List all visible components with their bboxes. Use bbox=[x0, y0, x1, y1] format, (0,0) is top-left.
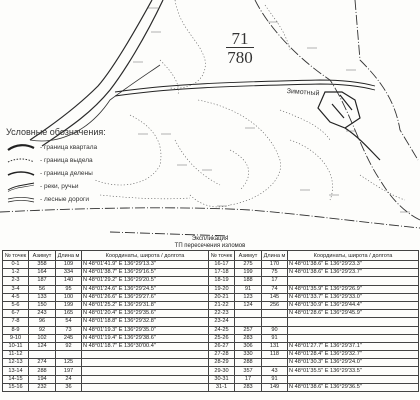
point-cell: 7-8 bbox=[3, 318, 29, 326]
table-body bbox=[3, 261, 419, 392]
length-cell bbox=[56, 351, 82, 359]
coord-cell: N 48°01'41.9" E 136°29'13.3" bbox=[82, 261, 209, 269]
azimuth-cell: 283 bbox=[235, 383, 262, 391]
length-cell: 145 bbox=[262, 293, 288, 301]
azimuth-cell: 133 bbox=[29, 293, 56, 301]
azimuth-cell: 274 bbox=[29, 359, 56, 367]
azimuth-cell: 187 bbox=[29, 277, 56, 285]
length-cell: 125 bbox=[56, 359, 82, 367]
length-cell: 131 bbox=[262, 342, 288, 350]
length-cell: 170 bbox=[262, 261, 288, 269]
header-azimuth: Азимут bbox=[29, 251, 56, 261]
length-cell: 90 bbox=[262, 326, 288, 334]
coord-cell: N 48°01'33.7" E 136°29'33.0" bbox=[288, 293, 419, 301]
legend-item-cutting bbox=[6, 167, 176, 180]
length-cell: 92 bbox=[56, 342, 82, 350]
length-cell bbox=[262, 310, 288, 318]
point-cell: 20-21 bbox=[209, 293, 235, 301]
legend-label: - граница делены bbox=[40, 170, 93, 177]
header-coords: Координаты, широта / долгота bbox=[288, 251, 419, 261]
river-icon bbox=[6, 182, 36, 192]
legend-label: - лесные дороги bbox=[40, 196, 89, 203]
coord-cell: N 48°01'18.7" E 136°30'00.4" bbox=[82, 342, 209, 350]
length-cell bbox=[262, 359, 288, 367]
quarter-number-top: 71 bbox=[231, 29, 249, 48]
table-row bbox=[3, 285, 419, 293]
point-cell: 24-25 bbox=[209, 326, 235, 334]
legend-item-road bbox=[6, 193, 176, 206]
coord-cell: N 48°01'19.3" E 136°29'35.0" bbox=[82, 326, 209, 334]
table-row bbox=[3, 269, 419, 277]
point-cell: 27-28 bbox=[209, 351, 235, 359]
header-azimuth: Азимут bbox=[235, 251, 262, 261]
cutting-boundary bbox=[318, 92, 380, 160]
azimuth-cell: 357 bbox=[235, 367, 262, 375]
header-num: № точек bbox=[3, 251, 29, 261]
length-cell: 256 bbox=[262, 301, 288, 309]
coord-cell bbox=[82, 375, 209, 383]
azimuth-cell: 358 bbox=[29, 261, 56, 269]
table-row bbox=[3, 342, 419, 350]
length-cell: 165 bbox=[56, 310, 82, 318]
table-row bbox=[3, 277, 419, 285]
legend-label: - реки, ручьи bbox=[40, 183, 79, 190]
coord-cell: N 48°01'35.9" E 136°29'26.9" bbox=[288, 285, 419, 293]
table-row bbox=[3, 334, 419, 342]
table-row bbox=[3, 326, 419, 334]
length-cell: 91 bbox=[262, 375, 288, 383]
coord-cell: N 48°01'35.5" E 136°29'33.5" bbox=[288, 367, 419, 375]
azimuth-cell bbox=[235, 318, 262, 326]
forest-road-icon bbox=[6, 195, 36, 205]
length-cell: 245 bbox=[56, 334, 82, 342]
point-cell: 5-6 bbox=[3, 301, 29, 309]
azimuth-cell: 232 bbox=[29, 383, 56, 391]
stand-boundary-icon bbox=[6, 156, 36, 166]
point-cell: 28-29 bbox=[209, 359, 235, 367]
azimuth-cell bbox=[29, 351, 56, 359]
point-cell: 23-24 bbox=[209, 318, 235, 326]
table-row bbox=[3, 310, 419, 318]
point-cell: 25-26 bbox=[209, 334, 235, 342]
header-num: № точек bbox=[209, 251, 235, 261]
length-cell: 149 bbox=[262, 383, 288, 391]
azimuth-cell: 330 bbox=[235, 351, 262, 359]
point-cell: 8-9 bbox=[3, 326, 29, 334]
legend-item-river bbox=[6, 180, 176, 193]
table-header-row bbox=[3, 251, 419, 261]
table-row bbox=[3, 318, 419, 326]
coord-cell bbox=[288, 375, 419, 383]
point-cell: 21-22 bbox=[209, 301, 235, 309]
length-cell: 118 bbox=[262, 351, 288, 359]
coord-cell: N 48°01'28.4" E 136°29'32.7" bbox=[288, 351, 419, 359]
coord-cell: N 48°01'24.6" E 136°29'24.5" bbox=[82, 285, 209, 293]
length-cell: 73 bbox=[56, 326, 82, 334]
coordinates-table bbox=[2, 250, 419, 392]
point-cell: 16-17 bbox=[209, 261, 235, 269]
point-cell: 29-30 bbox=[209, 367, 235, 375]
length-cell: 91 bbox=[262, 334, 288, 342]
table-row bbox=[3, 383, 419, 391]
azimuth-cell: 288 bbox=[235, 359, 262, 367]
azimuth-cell: 194 bbox=[29, 375, 56, 383]
azimuth-cell: 199 bbox=[235, 269, 262, 277]
point-cell: 19-20 bbox=[209, 285, 235, 293]
coord-cell bbox=[288, 326, 419, 334]
point-cell: 3-4 bbox=[3, 285, 29, 293]
coord-cell: N 48°01'38.7" E 136°29'16.5" bbox=[82, 269, 209, 277]
length-cell: 140 bbox=[56, 277, 82, 285]
table-row bbox=[3, 293, 419, 301]
azimuth-cell: 283 bbox=[235, 334, 262, 342]
point-cell: 31-1 bbox=[209, 383, 235, 391]
azimuth-cell: 188 bbox=[235, 277, 262, 285]
azimuth-cell: 92 bbox=[29, 326, 56, 334]
legend-title: Условные обозначения: bbox=[6, 127, 106, 137]
coord-cell: N 48°01'27.7" E 136°29'37.1" bbox=[288, 342, 419, 350]
quarter-number-bottom: 780 bbox=[227, 48, 253, 67]
explication-table bbox=[2, 236, 418, 400]
azimuth-cell: 123 bbox=[235, 293, 262, 301]
road-label: Зимотный bbox=[286, 88, 320, 98]
table-row bbox=[3, 375, 419, 383]
river bbox=[30, 0, 163, 146]
length-cell: 36 bbox=[56, 383, 82, 391]
length-cell: 95 bbox=[56, 285, 82, 293]
coord-cell: N 48°01'29.2" E 136°29'20.5" bbox=[82, 277, 209, 285]
coord-cell: N 48°01'38.6" E 136°29'23.7" bbox=[288, 269, 419, 277]
azimuth-cell: 164 bbox=[29, 269, 56, 277]
legend-item-quarter bbox=[6, 141, 176, 154]
point-cell: 14-15 bbox=[3, 375, 29, 383]
length-cell bbox=[262, 318, 288, 326]
coord-cell: N 48°01'38.6" E 136°29'36.5" bbox=[288, 383, 419, 391]
coord-cell bbox=[82, 383, 209, 391]
azimuth-cell: 243 bbox=[29, 310, 56, 318]
coord-cell: N 48°01'30.9" E 136°29'44.4" bbox=[288, 301, 419, 309]
cutting-boundary-icon bbox=[6, 169, 36, 179]
azimuth-cell: 102 bbox=[29, 334, 56, 342]
length-cell: 334 bbox=[56, 269, 82, 277]
coord-cell: N 48°01'26.6" E 136°29'27.6" bbox=[82, 293, 209, 301]
coord-cell: N 48°01'38.6" E 136°29'23.3" bbox=[288, 261, 419, 269]
point-cell: 2-3 bbox=[3, 277, 29, 285]
length-cell: 54 bbox=[56, 318, 82, 326]
azimuth-cell: 275 bbox=[235, 261, 262, 269]
legend-label: - граница квартала bbox=[40, 144, 98, 151]
azimuth-cell: 17 bbox=[235, 375, 262, 383]
coord-cell: N 48°01'18.8" E 136°29'32.8" bbox=[82, 318, 209, 326]
coord-cell bbox=[82, 367, 209, 375]
quarter-boundary-icon bbox=[6, 143, 36, 153]
coord-cell: N 48°01'28.6" E 136°29'45.9" bbox=[288, 310, 419, 318]
header-length: Длина м bbox=[56, 251, 82, 261]
coord-cell bbox=[82, 359, 209, 367]
legend bbox=[6, 127, 176, 206]
length-cell: 74 bbox=[262, 285, 288, 293]
point-cell: 9-10 bbox=[3, 334, 29, 342]
point-cell: 10-11 bbox=[3, 342, 29, 350]
length-cell: 43 bbox=[262, 367, 288, 375]
azimuth-cell: 91 bbox=[235, 285, 262, 293]
table-row bbox=[3, 351, 419, 359]
coord-cell bbox=[288, 277, 419, 285]
point-cell: 17-18 bbox=[209, 269, 235, 277]
road-double-line bbox=[115, 80, 375, 96]
table-subtitle: ТП пересечения изломов bbox=[174, 243, 246, 249]
coord-cell bbox=[288, 318, 419, 326]
point-cell: 22-23 bbox=[209, 310, 235, 318]
point-cell: 18-19 bbox=[209, 277, 235, 285]
coord-cell: N 48°01'25.2" E 136°29'31.8" bbox=[82, 301, 209, 309]
coord-cell: N 48°01'30.3" E 136°29'24.0" bbox=[288, 359, 419, 367]
azimuth-cell: 288 bbox=[29, 367, 56, 375]
azimuth-cell: 150 bbox=[29, 301, 56, 309]
point-cell: 13-14 bbox=[3, 367, 29, 375]
point-cell: 30-31 bbox=[209, 375, 235, 383]
table-row bbox=[3, 261, 419, 269]
header-coords: Координаты, широта / долгота bbox=[82, 251, 209, 261]
table-row bbox=[3, 367, 419, 375]
azimuth-cell bbox=[235, 310, 262, 318]
coord-cell bbox=[288, 334, 419, 342]
point-cell: 6-7 bbox=[3, 310, 29, 318]
point-cell: 26-27 bbox=[209, 342, 235, 350]
coord-cell: N 48°01'19.4" E 136°29'38.6" bbox=[82, 334, 209, 342]
length-cell: 17 bbox=[262, 277, 288, 285]
azimuth-cell: 56 bbox=[29, 285, 56, 293]
azimuth-cell: 124 bbox=[235, 301, 262, 309]
point-cell: 4-5 bbox=[3, 293, 29, 301]
azimuth-cell: 257 bbox=[235, 326, 262, 334]
header-length: Длина м bbox=[262, 251, 288, 261]
table-title: Экспликация bbox=[191, 236, 229, 242]
length-cell: 75 bbox=[262, 269, 288, 277]
length-cell: 109 bbox=[56, 261, 82, 269]
point-cell: 11-12 bbox=[3, 351, 29, 359]
azimuth-cell: 306 bbox=[235, 342, 262, 350]
length-cell: 100 bbox=[56, 293, 82, 301]
length-cell: 197 bbox=[56, 367, 82, 375]
coord-cell bbox=[82, 351, 209, 359]
point-cell: 1-2 bbox=[3, 269, 29, 277]
point-cell: 12-13 bbox=[3, 359, 29, 367]
length-cell: 199 bbox=[56, 301, 82, 309]
length-cell: 24 bbox=[56, 375, 82, 383]
table-row bbox=[3, 301, 419, 309]
coord-cell: N 48°01'20.4" E 136°29'35.6" bbox=[82, 310, 209, 318]
legend-label: - граница выдела bbox=[40, 157, 93, 164]
point-cell: 0-1 bbox=[3, 261, 29, 269]
point-cell: 15-16 bbox=[3, 383, 29, 391]
table-row bbox=[3, 359, 419, 367]
legend-item-stand bbox=[6, 154, 176, 167]
quarter-number bbox=[226, 30, 254, 66]
azimuth-cell: 124 bbox=[29, 342, 56, 350]
azimuth-cell: 96 bbox=[29, 318, 56, 326]
